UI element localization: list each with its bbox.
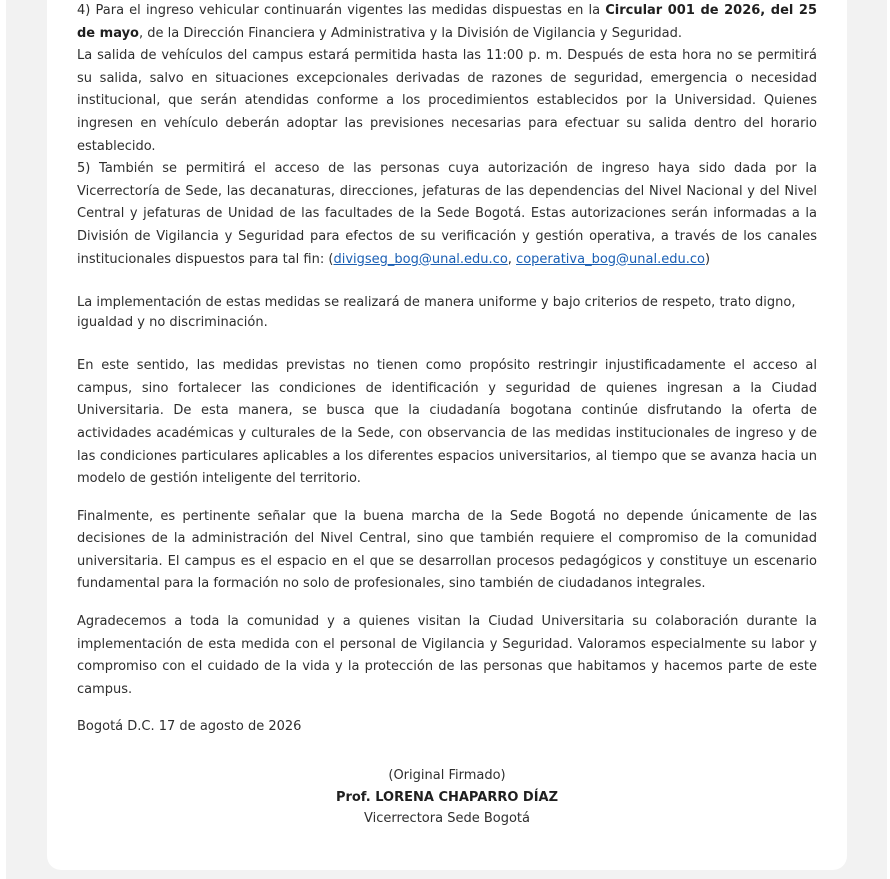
signature-title: Vicerrectora Sede Bogotá xyxy=(364,811,530,827)
signature-block xyxy=(77,765,817,830)
date-line: Bogotá D.C. 17 de agosto de 2026 xyxy=(77,719,302,735)
paragraph-implementation: La implementación de estas medidas se realizará de manera uniforme y bajo criterios de respeto, trato digno, igualdad y no discriminación. xyxy=(77,295,796,331)
signature-original-note: (Original Firmado) xyxy=(388,768,506,784)
letter-body xyxy=(77,0,817,830)
item-5-text: 5) También se permitirá el acceso de las personas cuya autorización de ingreso haya sido dada por la Vicerrectoría de Sede, las decanaturas, direcciones, jefaturas de las dependencias del Nivel Nacional y del Nivel Central y jefaturas de Unidad de las facultades de la Sede Bogotá. Estas autorizaciones serán informadas a la División de Vigilancia y Seguridad para efectos de su verificación y gestión operativa, a través de los canales institucionales dispuestos para tal fin: ( xyxy=(77,161,817,267)
item-5-closing: ) xyxy=(704,251,711,267)
circular-reference: Circular 001 de 2026, del 25 de mayo xyxy=(77,3,817,41)
email-link-coperativa[interactable]: coperativa_bog@unal.edu.co xyxy=(516,251,705,267)
item-4-text-pre: 4) Para el ingreso vehicular continuarán vigentes las medidas dispuestas en la xyxy=(77,3,606,18)
paragraph-item-4 xyxy=(77,0,817,45)
email-link-divigseg[interactable]: divigseg_bog@unal.edu.co xyxy=(333,251,508,267)
paragraph-agradecemos: Agradecemos a toda la comunidad y a quienes visitan la Ciudad Universitaria su colaboración durante la implementación de esta medida con el personal de Vigilancia y Seguridad. Valoramos especialmente su labor y compromiso con el cuidado de la vida y la protección de las personas que habitamos y hacemos parte de este campus. xyxy=(77,614,817,697)
paragraph-vehicle-exit: La salida de vehículos del campus estará permitida hasta las 11:00 p. m. Después de esta hora no se permitirá su salida, salvo en situaciones excepcionales derivadas de razones de seguridad, emergencia o necesidad institucional, que serán atendidas conforme a los procedimientos establecidos por la Universidad. Quienes ingresen en vehículo deberán adoptar las previsiones necesarias para efectuar su salida dentro del horario establecido. xyxy=(77,48,817,154)
paragraph-en-este-sentido: En este sentido, las medidas previstas no tienen como propósito restringir injustificadamente el acceso al campus, sino fortalecer las condiciones de identificación y seguridad de quienes ingresan a la Ciudad Universitaria. De esta manera, se busca que la ciudadanía bogotana continúe disfrutando la oferta de actividades académicas y culturales de la Sede, con observancia de las medidas institucionales de ingreso y de las condiciones particulares aplicables a los diferentes espacios universitarios, al tiempo que se avanza hacia un modelo de gestión inteligente del territorio. xyxy=(77,358,817,487)
paragraph-item-5 xyxy=(77,158,817,271)
paragraph-finalmente: Finalmente, es pertinente señalar que la buena marcha de la Sede Bogotá no depende únicamente de las decisiones de la administración del Nivel Central, sino que también requiere el compromiso de la comunidad universitaria. El campus es el espacio en el que se desarrollan procesos pedagógicos y constituye un escenario fundamental para la formación no solo de profesionales, sino también de ciudadanos integrales. xyxy=(77,508,817,592)
signature-name: Prof. LORENA CHAPARRO DÍAZ xyxy=(335,789,559,805)
email-separator: , xyxy=(507,251,517,267)
item-4-text-post: , de la Dirección Financiera y Administrativa y la División de Vigilancia y Seguridad. xyxy=(138,25,683,41)
